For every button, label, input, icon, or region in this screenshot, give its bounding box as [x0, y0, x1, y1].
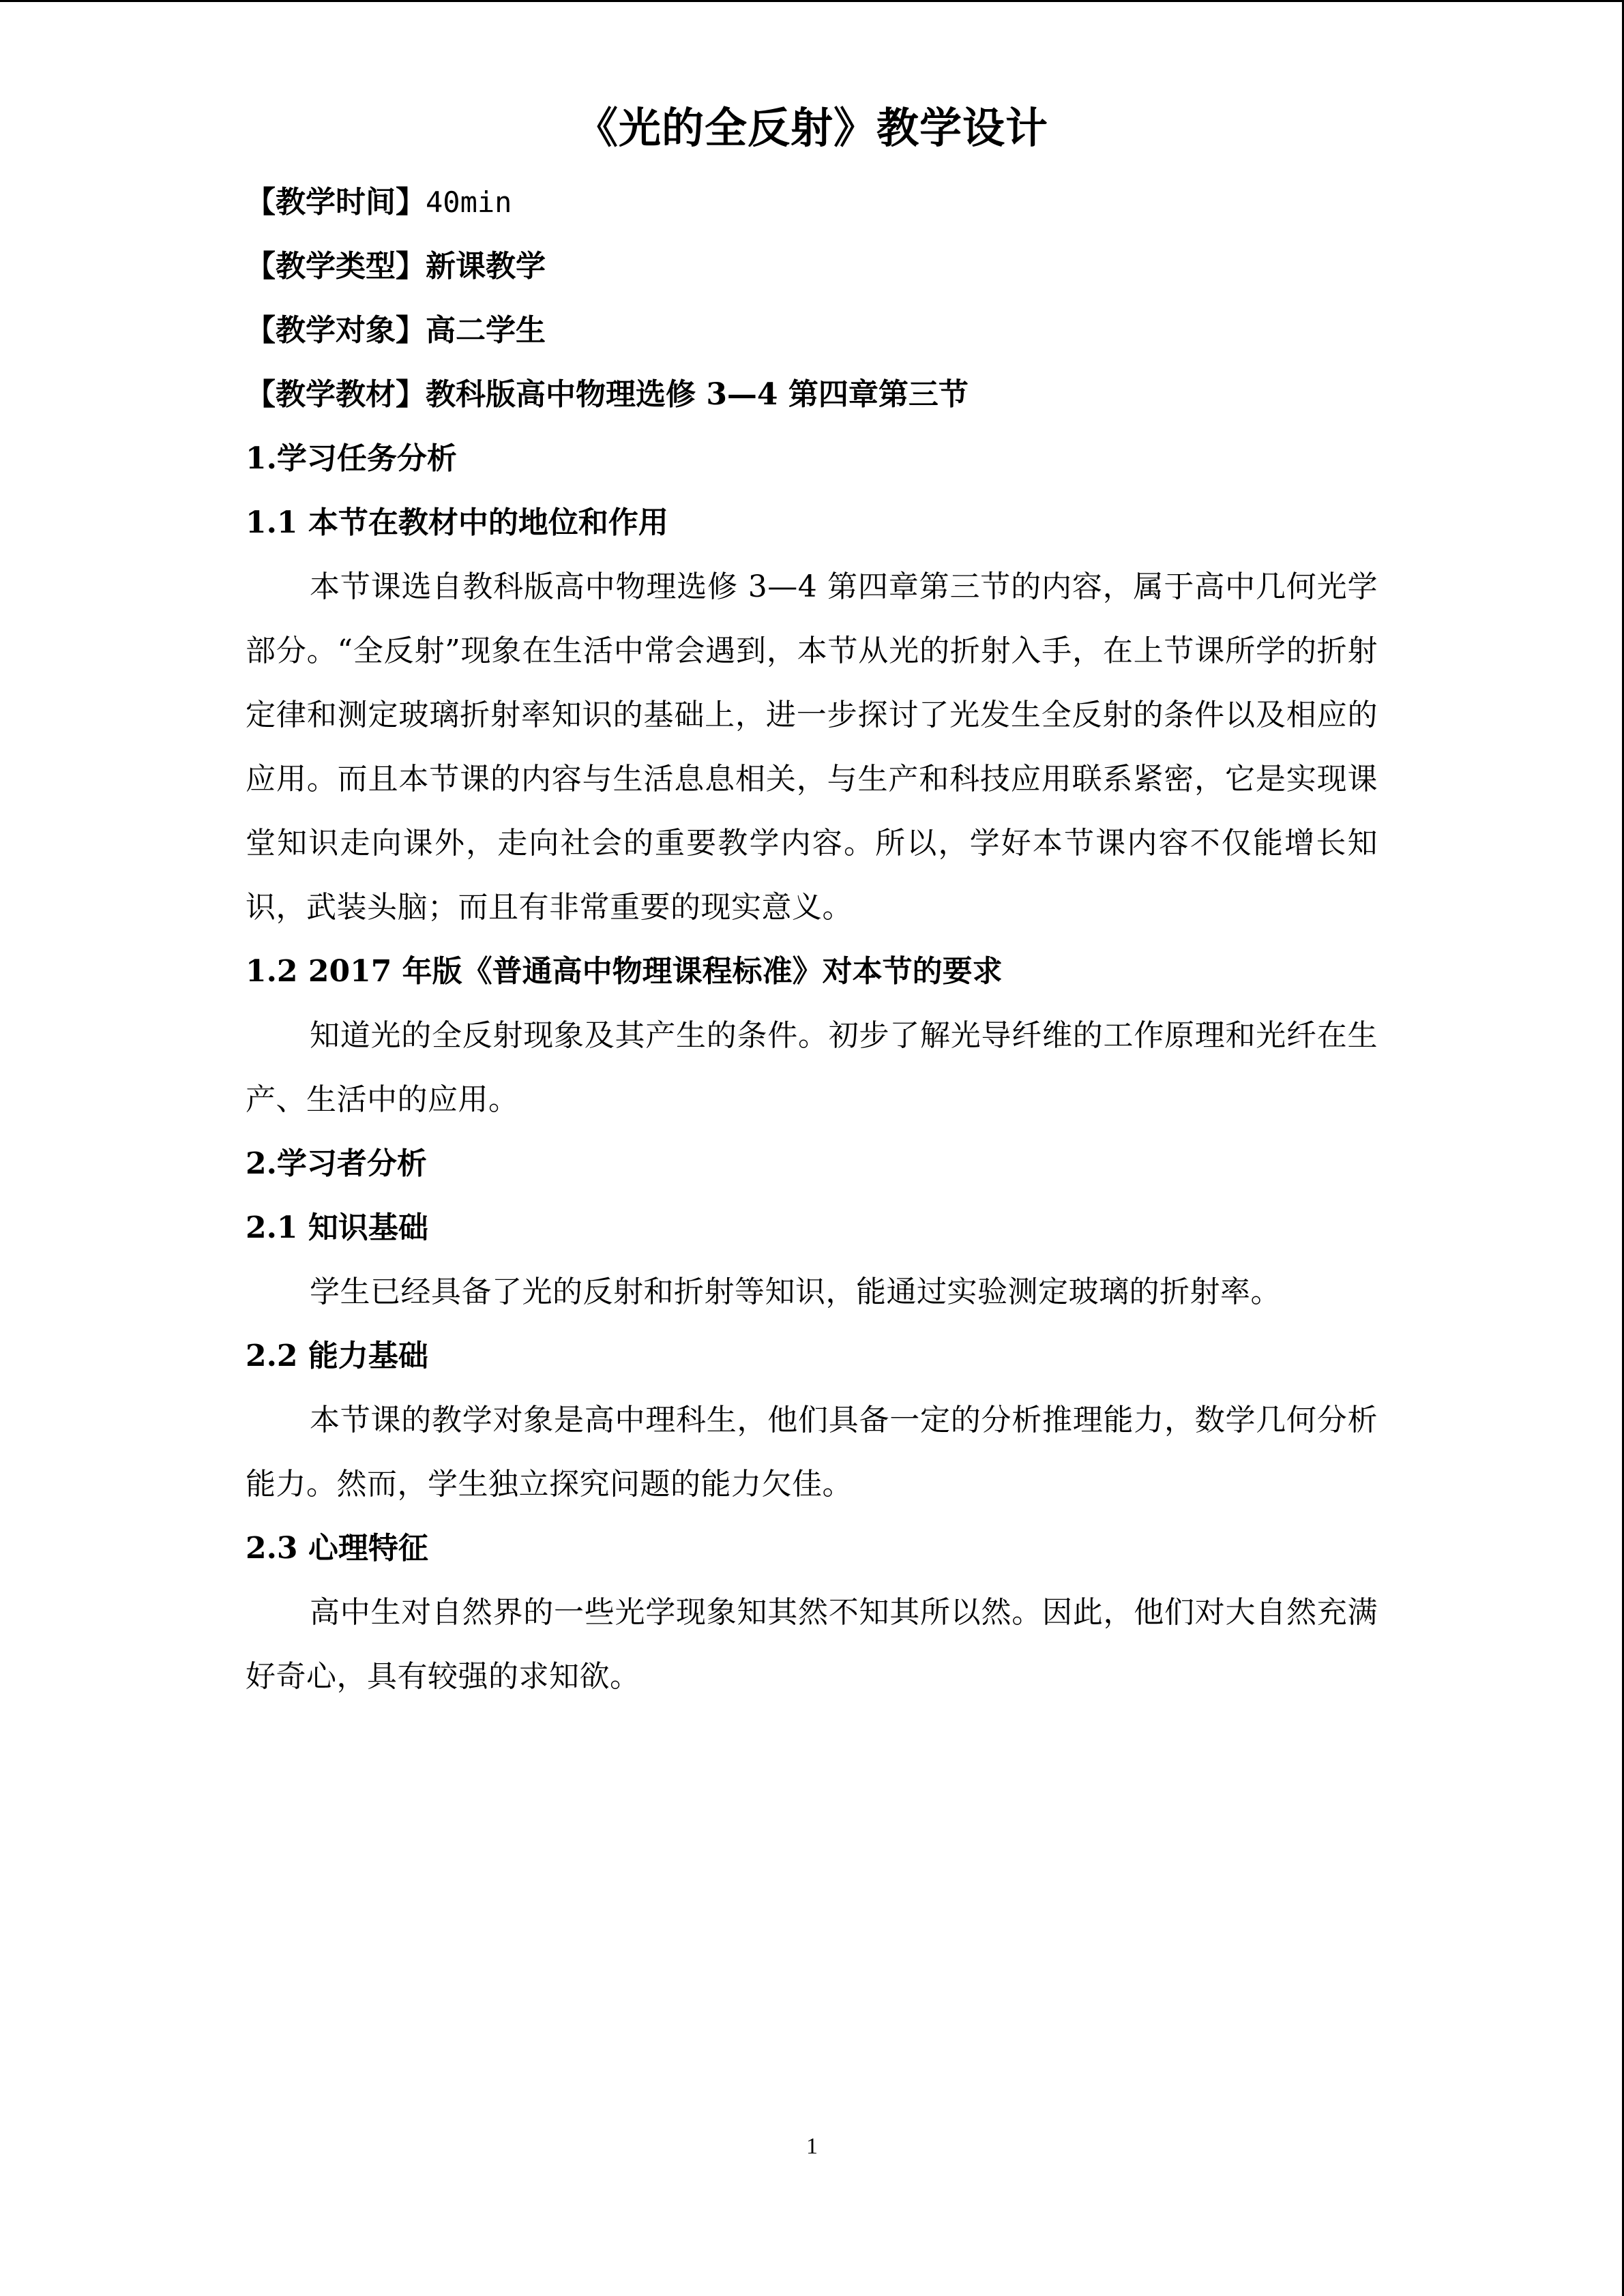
meta-value: 高二学生: [426, 313, 546, 348]
document-title: 《光的全反射》教学设计: [575, 103, 1048, 153]
paragraph-1-2: 知道光的全反射现象及其产生的条件。初步了解光导纤维的工作原理和光纤在生产、生活中的应用。: [246, 1018, 1378, 1117]
meta-label: 【教学对象】: [246, 313, 426, 348]
meta-value: 40min: [426, 185, 512, 219]
section-heading-2-1: 2.1 知识基础: [246, 1210, 428, 1245]
meta-teaching-material: [246, 363, 1378, 427]
meta-teaching-target: [246, 299, 1378, 363]
meta-label: 【教学教材】: [246, 377, 426, 412]
meta-value: 新课教学: [426, 249, 546, 284]
section-heading-1: 1.学习任务分析: [246, 441, 457, 476]
meta-teaching-type: [246, 235, 1378, 299]
section-heading-2: 2.学习者分析: [246, 1146, 427, 1181]
section-heading-2-2: 2.2 能力基础: [246, 1339, 428, 1373]
document-body: [246, 170, 1378, 1709]
section-heading-2-3: 2.3 心理特征: [246, 1531, 428, 1566]
meta-teaching-time: [246, 170, 1378, 235]
section-heading-1-1: 1.1 本节在教材中的地位和作用: [246, 505, 668, 540]
paragraph-2-1: 学生已经具备了光的反射和折射等知识，能通过实验测定玻璃的折射率。: [310, 1274, 1281, 1309]
paragraph-1-1: 本节课选自教科版高中物理选修 3—4 第四章第三节的内容，属于高中几何光学部分。“全反射”现象在生活中常会遇到，本节从光的折射入手，在上节课所学的折射定律和测定玻璃折射率知识的基础上，进一步探讨了光发生全反射的条件以及相应的应用。而且本节课的内容与生活息息相关，与生产和科技应用联系紧密，它是实现课堂知识走向课外，走向社会的重要教学内容。所以，学好本节课内容不仅能增长知识，武装头脑；而且有非常重要的现实意义。: [246, 569, 1378, 925]
meta-label: 【教学时间】: [246, 185, 426, 220]
top-border: [0, 0, 1624, 2]
page-number: 1: [806, 2134, 818, 2159]
meta-label: 【教学类型】: [246, 249, 426, 284]
section-heading-1-2: 1.2 2017 年版《普通高中物理课程标准》对本节的要求: [246, 954, 1003, 989]
paragraph-2-2: 本节课的教学对象是高中理科生，他们具备一定的分析推理能力，数学几何分析能力。然而，学生独立探究问题的能力欠佳。: [246, 1403, 1378, 1502]
meta-value: 教科版高中物理选修 3—4 第四章第三节: [426, 377, 969, 412]
paragraph-2-3: 高中生对自然界的一些光学现象知其然不知其所以然。因此，他们对大自然充满好奇心，具有较强的求知欲。: [246, 1595, 1378, 1694]
